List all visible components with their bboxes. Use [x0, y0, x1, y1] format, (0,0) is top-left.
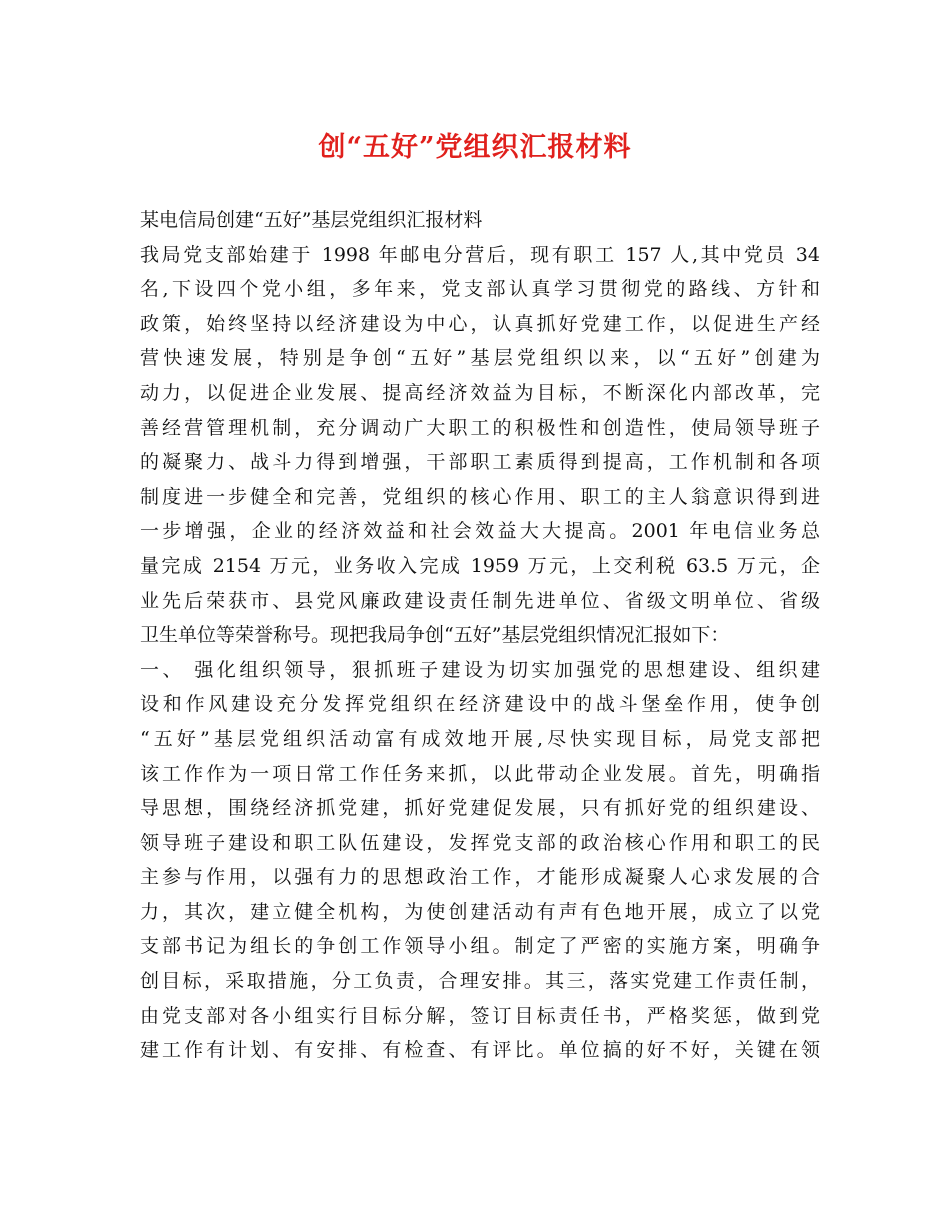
body-line: 导思想，围绕经济抓党建，抓好党建促发展，只有抓好党的组织建设、 — [140, 797, 820, 820]
body-line: 营快速发展，特别是争创“五好”基层党组织以来，以“五好”创建为 — [140, 347, 820, 370]
body-line: 政策，始终坚持以经济建设为中心，认真抓好党建工作，以促进生产经 — [140, 312, 820, 335]
body-line: 力，其次，建立健全机构，为使创建活动有声有色地开展，成立了以党 — [140, 900, 820, 923]
body-line: 业先后荣获市、县党风廉政建设责任制先进单位、省级文明单位、省级 — [140, 589, 820, 612]
body-line: 设和作风建设充分发挥党组织在经济建设中的战斗堡垒作用，使争创 — [140, 693, 820, 716]
body-line: 创目标，采取措施，分工负责，合理安排。其三，落实党建工作责任制， — [140, 970, 820, 993]
body-line: 一步增强，企业的经济效益和社会效益大大提高。2001 年电信业务总 — [140, 520, 820, 543]
body-line: 善经营管理机制，充分调动广大职工的积极性和创造性，使局领导班子 — [140, 416, 820, 439]
document-body — [140, 203, 820, 1068]
body-line: 该工作作为一项日常工作任务来抓，以此带动企业发展。首先，明确指 — [140, 762, 820, 785]
document-subtitle: 某电信局创建“五好”基层党组织汇报材料 — [140, 209, 483, 231]
body-line: 的凝聚力、战斗力得到增强，干部职工素质得到提高，工作机制和各项 — [140, 451, 820, 474]
body-line: “五好”基层党组织活动富有成效地开展,尽快实现目标，局党支部把 — [140, 727, 820, 750]
body-line: 我局党支部始建于 1998 年邮电分营后，现有职工 157 人,其中党员 34 — [140, 243, 820, 266]
body-line: 支部书记为组长的争创工作领导小组。制定了严密的实施方案，明确争 — [140, 935, 820, 958]
body-line: 名,下设四个党小组，多年来，党支部认真学习贯彻党的路线、方针和 — [140, 278, 820, 301]
body-line: 制度进一步健全和完善，党组织的核心作用、职工的主人翁意识得到进 — [140, 485, 820, 508]
body-line: 建工作有计划、有安排、有检查、有评比。单位搞的好不好，关键在领 — [140, 1039, 820, 1062]
body-line: 卫生单位等荣誉称号。现把我局争创“五好”基层党组织情况汇报如下： — [140, 624, 730, 647]
body-line: 一、 强化组织领导，狠抓班子建设为切实加强党的思想建设、组织建 — [140, 658, 820, 681]
body-line: 量完成 2154 万元，业务收入完成 1959 万元，上交利税 63.5 万元，企 — [140, 554, 820, 577]
body-line: 领导班子建设和职工队伍建设，发挥党支部的政治核心作用和职工的民 — [140, 831, 820, 854]
document-title: 创“五好”党组织汇报材料 — [318, 132, 632, 163]
body-line: 由党支部对各小组实行目标分解，签订目标责任书，严格奖惩，做到党 — [140, 1004, 820, 1027]
body-line: 动力，以促进企业发展、提高经济效益为目标，不断深化内部改革，完 — [140, 381, 820, 404]
body-line: 主参与作用，以强有力的思想政治工作，才能形成凝聚人心求发展的合 — [140, 866, 820, 889]
